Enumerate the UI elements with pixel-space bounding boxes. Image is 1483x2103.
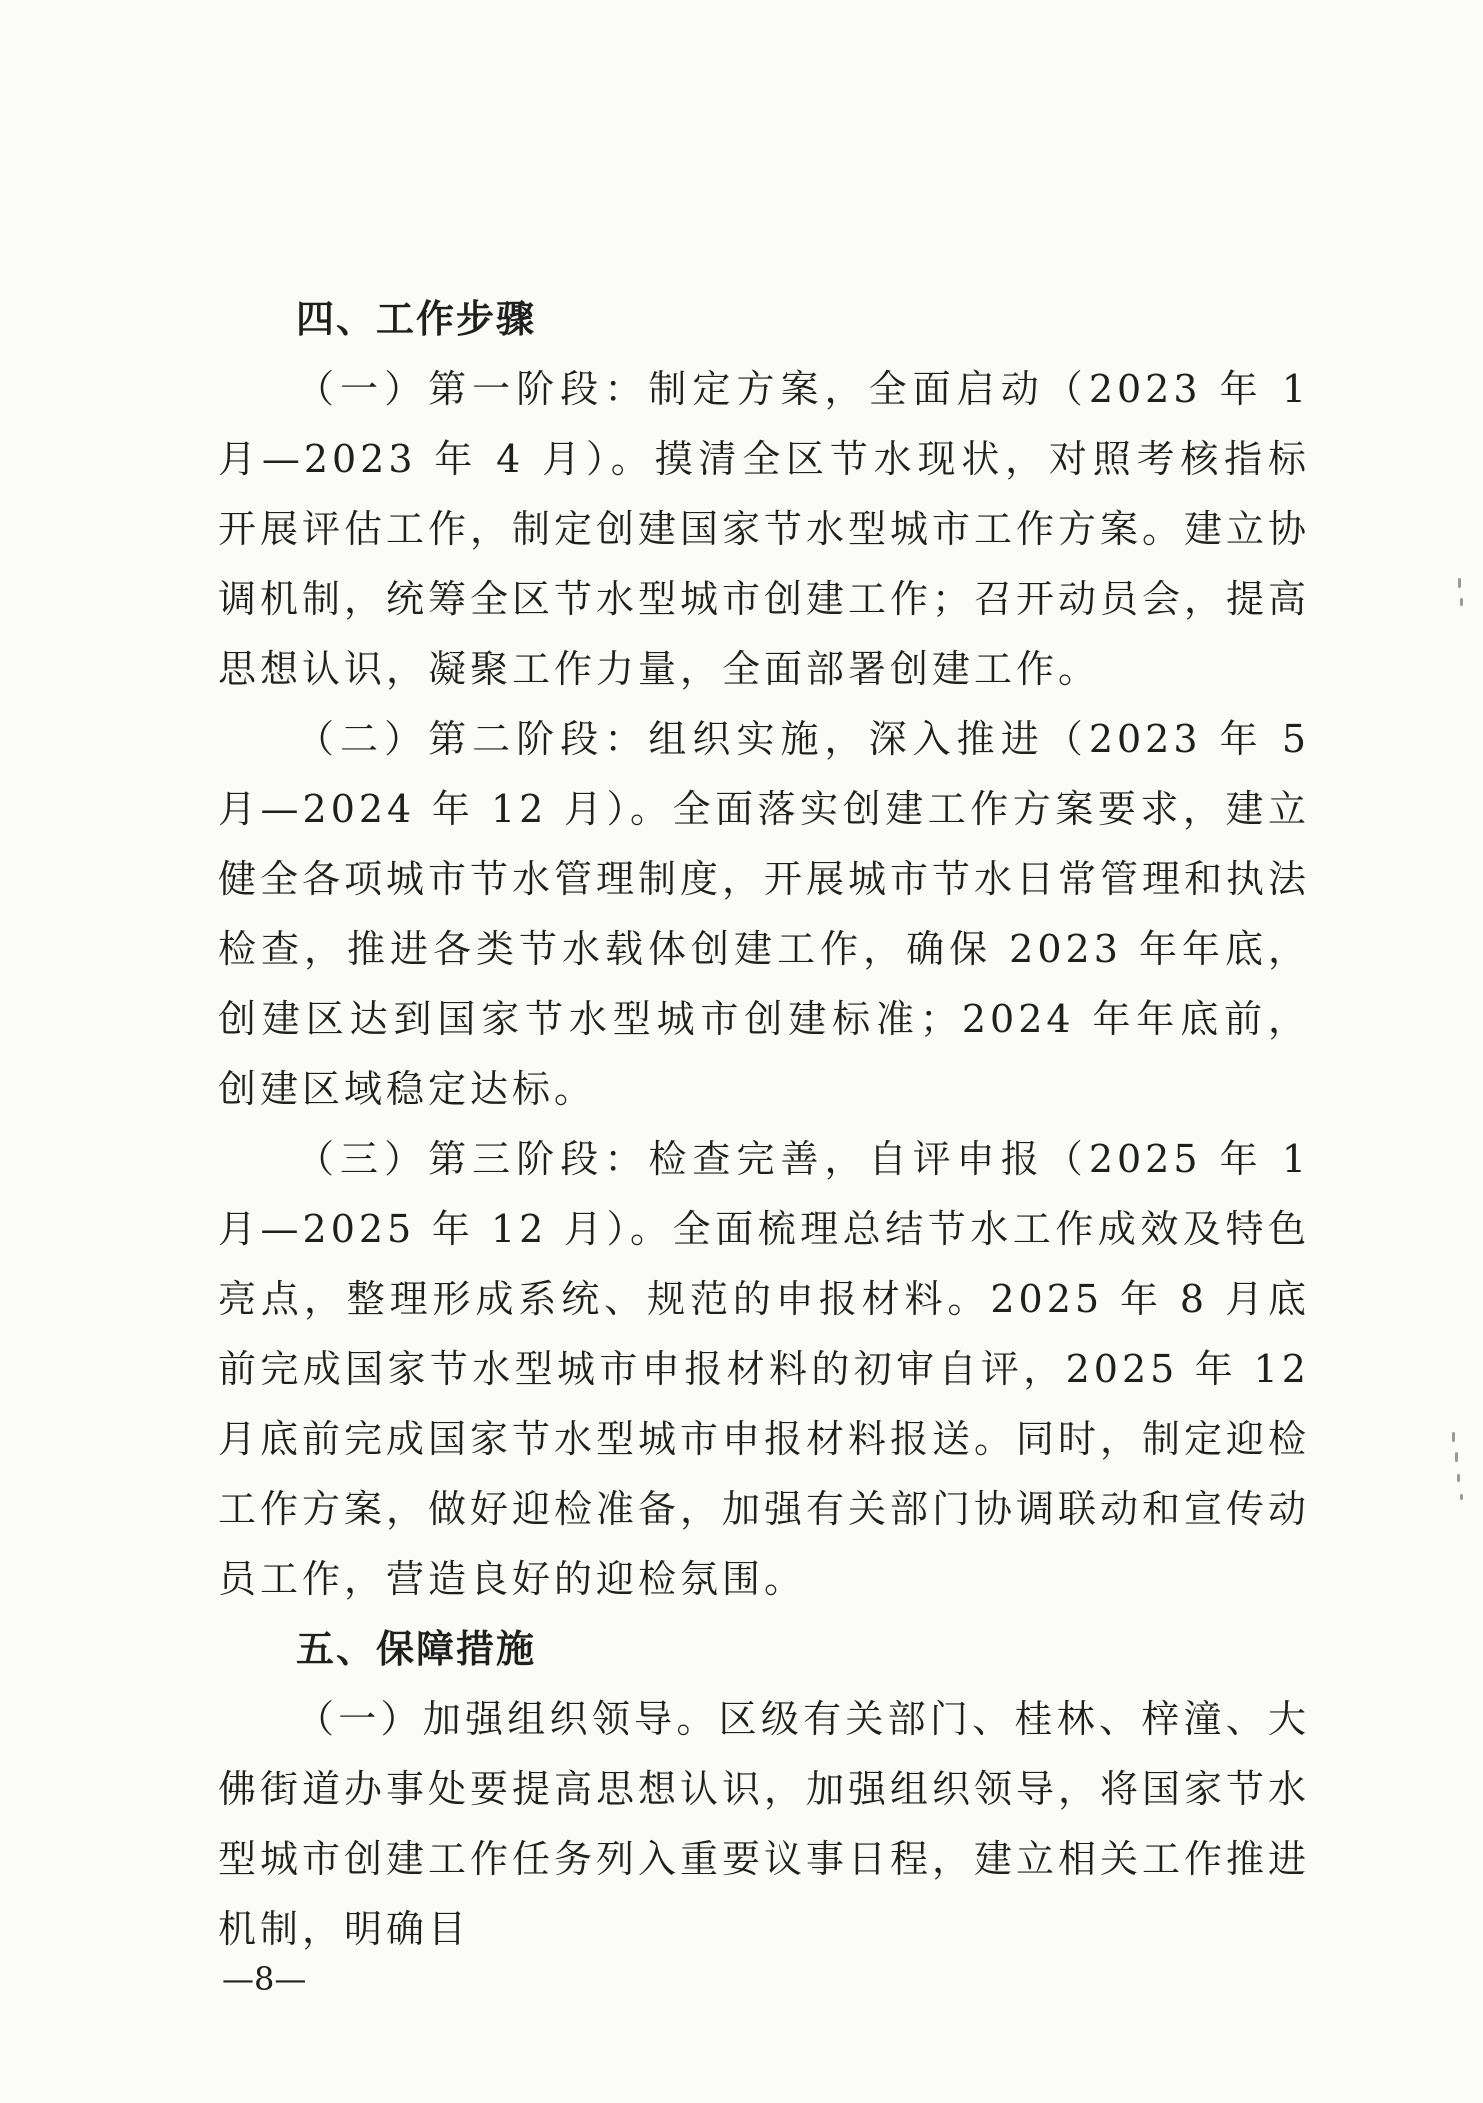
page-body [218, 284, 1310, 1964]
binding-hole-mark [1458, 578, 1461, 588]
binding-hole-mark [1455, 1452, 1458, 1462]
section-heading-safeguards: 五、保障措施 [296, 1627, 537, 1671]
section-heading-work-steps: 四、工作步骤 [296, 297, 537, 341]
binding-hole-mark [1460, 598, 1463, 606]
paragraph-phase-two: （二）第二阶段：组织实施，深入推进（2023 年 5 月—2024 年 12 月）。全面落实创建工作方案要求，建立健全各项城市节水管理制度，开展城市节水日常管理和执法检查，推进各类节水载体创建工作，确保 2023 年年底，创建区达到国家节水型城市创建标准；2024 年年底前，创建区域稳定达标。 [218, 717, 1311, 1111]
paragraph-phase-three: （三）第三阶段：检查完善，自评申报（2025 年 1 月—2025 年 12 月）。全面梳理总结节水工作成效及特色亮点，整理形成系统、规范的申报材料。2025 年 8 月底前完成国家节水型城市申报材料的初审自评，2025 年 12 月底前完成国家节水型城市申报材料报送。同时，制定迎检工作方案，做好迎检准备，加强有关部门协调联动和宣传动员工作，营造良好的迎检氛围。 [218, 1137, 1311, 1601]
paragraph-phase-one: （一）第一阶段：制定方案，全面启动（2023 年 1 月—2023 年 4 月）。摸清全区节水现状，对照考核指标开展评估工作，制定创建国家节水型城市工作方案。建立协调机制，统筹全区节水型城市创建工作；召开动员会，提高思想认识，凝聚工作力量，全面部署创建工作。 [218, 367, 1311, 691]
binding-hole-mark [1457, 1474, 1460, 1482]
paragraph-organization: （一）加强组织领导。区级有关部门、桂林、梓潼、大佛街道办事处要提高思想认识，加强组织领导，将国家节水型城市创建工作任务列入重要议事日程，建立相关工作推进机制，明确目 [218, 1697, 1311, 1951]
binding-hole-mark [1452, 1432, 1455, 1442]
binding-hole-mark [1460, 1494, 1463, 1500]
page-number: —8— [222, 1960, 307, 1998]
